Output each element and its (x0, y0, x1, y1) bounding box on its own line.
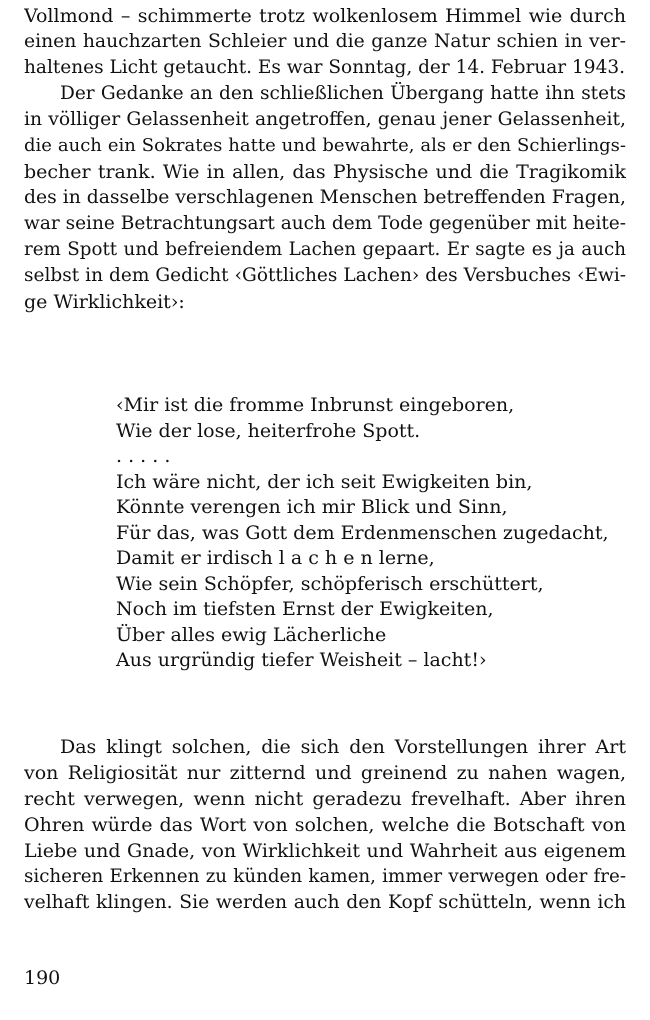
text-line: rem Spott und befreiendem Lachen gepaart. Er sagte es ja auch (24, 239, 626, 260)
verse-ellipsis: . . . . . (116, 445, 171, 467)
text-line: selbst in dem Gedicht ‹Göttliches Lachen› des Versbuches ‹Ewi- (24, 265, 626, 286)
text-line: recht verwegen, wenn nicht geradezu frevelhaft. Aber ihren (24, 788, 626, 810)
text-line: Ohren würde das Wort von solchen, welche die Botschaft von (24, 814, 626, 836)
verse-line: Ich wäre nicht, der ich seit Ewigkeiten bin, (116, 470, 533, 493)
text-line: velhaft klingen. Sie werden auch den Kopf schütteln, wenn ich (24, 892, 626, 913)
verse-line: Wie sein Schöpfer, schöpferisch erschüttert, (116, 572, 544, 595)
verse-line: Noch im tiefsten Ernst der Ewigkeiten, (116, 598, 494, 620)
text-line: Der Gedanke an den schließlichen Übergang hatte ihn stets (60, 83, 626, 104)
text-line: Liebe und Gnade, von Wirklichkeit und Wahrheit aus eigenem (24, 840, 626, 862)
text-line: Vollmond – schimmerte trotz wolkenlosem Himmel wie durch (24, 5, 626, 27)
paragraph-full-moon (24, 3, 626, 81)
text-line: in völliger Gelassenheit angetroffen, genau jener Gelassenheit, (24, 109, 626, 130)
poem-quote (116, 393, 616, 674)
verse-line: Damit er irdisch l a c h e n lerne, (116, 547, 435, 569)
text-line: becher trank. Wie in allen, das Physische und die Tragikomik (24, 161, 626, 183)
verse-line: Könnte verengen ich mir Blick und Sinn, (116, 496, 508, 518)
text-line: die auch ein Sokrates hatte und bewahrte, als er den Schierlings- (24, 135, 626, 156)
text-line: Das klingt solchen, die sich den Vorstellungen ihrer Art (60, 736, 626, 758)
paragraph-transition (24, 81, 626, 315)
verse-line: Für das, was Gott dem Erdenmenschen zugedacht, (116, 521, 609, 544)
verse-line: Über alles ewig Lächerliche (116, 623, 387, 646)
text-line: von Religiosität nur zitternd und greinend zu nahen wagen, (24, 762, 626, 784)
page-number: 190 (24, 967, 61, 989)
verse-line: ‹Mir ist die fromme Inbrunst eingeboren, (116, 394, 515, 416)
text-line: des in dasselbe verschlagenen Menschen betreffenden Fragen, (24, 187, 626, 208)
text-line: sicheren Erkennen zu künden kamen, immer verwegen oder fre- (24, 866, 626, 887)
text-line: einen hauchzarten Schleier und die ganze Natur schien in ver- (24, 31, 626, 52)
text-line: ge Wirklichkeit›: (24, 291, 185, 313)
verse-line: Aus urgründig tiefer Weisheit – lacht!› (116, 649, 487, 671)
text-line: haltenes Licht getaucht. Es war Sonntag, der 14. Februar 1943. (24, 57, 625, 78)
paragraph-religiosity (24, 734, 626, 916)
verse-line: Wie der lose, heiterfrohe Spott. (116, 419, 421, 442)
book-page (24, 0, 626, 1020)
text-line: war seine Betrachtungsart auch dem Tode gegenüber mit heite- (24, 213, 626, 234)
